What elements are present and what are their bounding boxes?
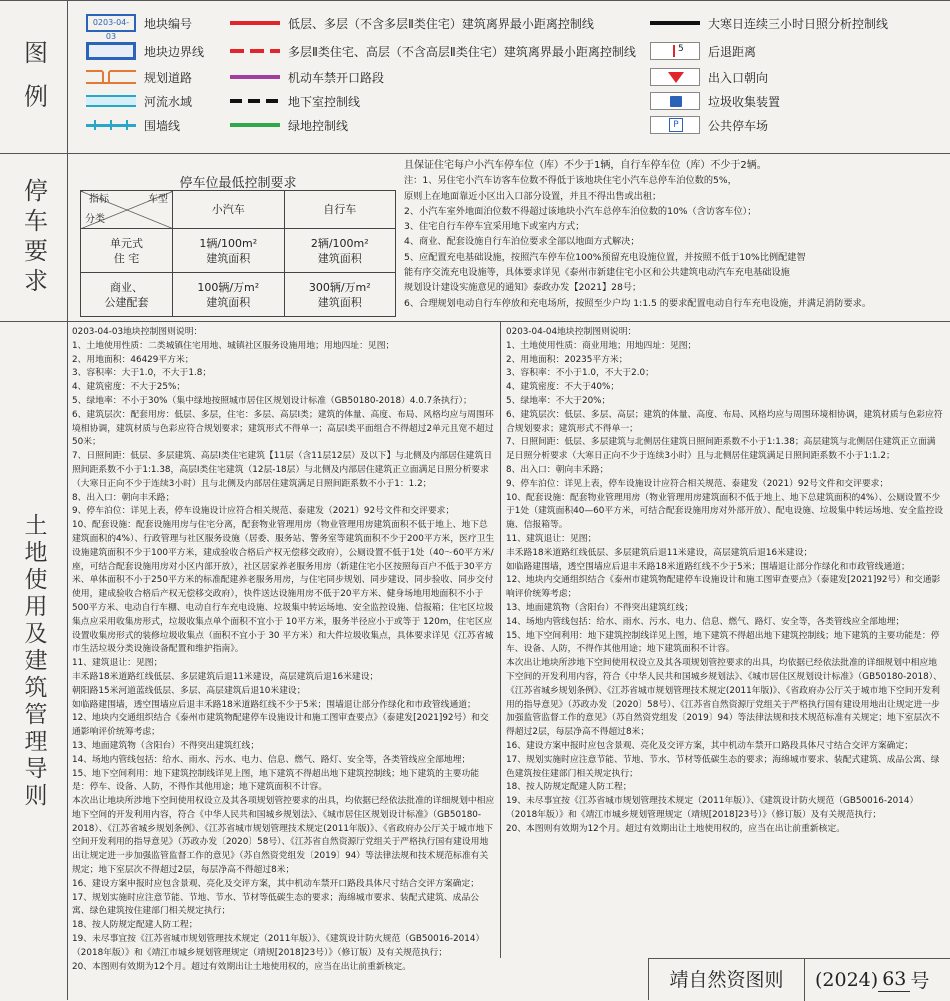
note-line: 丰禾路18米道路红线低层、多层建筑后退11米建设，高层建筑后退16米建设；: [72, 671, 379, 682]
note-line: 2、用地面积：20235平方米；: [506, 354, 628, 365]
note-line: 12、地块内交通组织结合《泰州市建筑物配建停车设施设计和施工图审查要点》（泰建发[2021]92号）和交通影响评价统筹考虑；: [72, 713, 489, 738]
note-line: 如临路建围墙，透空围墙应后退丰禾路18米道路红线不少于5米；围墙退让部分作绿化和市政管线通道；: [72, 699, 476, 710]
parking-row-residential: 单元式 住 宅: [81, 229, 173, 273]
column-divider: [500, 322, 501, 958]
stamp-suffix: 号: [910, 970, 930, 992]
parking-heading: 停车要求: [19, 177, 48, 298]
parking-side: [0, 154, 68, 321]
note-line: 朝阳路15米河道蓝线低层、多层、高层建筑后退10米建设；: [72, 685, 306, 696]
note-line: 6、建筑层次：配套用房：低层、多层，住宅：多层、高层Ⅰ类；建筑的体量、高度、布局、风格均应与周围环境相协调，建筑材质与色彩应符合规划要求；建筑形式不得单一；高层Ⅰ类平面组合不得超过2单元且宽不超过50米；: [72, 409, 494, 448]
parking-notes: 且保证住宅每户小汽车停车位（库）不少于1辆，自行车停车位（库）不少于2辆。 注：1、另住宅小汽车访客车位数不得低于该地块住宅小汽车总停车泊位数的5%， 原则上在地面靠近小区出入口部分设置，并且不得出售或出租； 2、小汽车室外地面泊位数不得超过该地块小汽车总停车泊位数的10%（含访客车位）； 3、住宅自行车停车宜采用地下或室内方式； 4、商业、配套设施自行车泊位要求全部以地面方式解决； 5、应配置充电基础设施，按照汽车停车位100%预留充电设施位置，并按照不低于10%比例配建智 能有序交流充电设施等，具体要求详见《泰州市新建住宅小区和公共建筑电动汽车充电基础设施 规划设计建设实施意见的通知》泰政办发【2021】28号； 6、合理规划电动自行车停放和充电场所，按照至少户均 1:1.5 的要求配置电动自行车充电设施，并满足消防要求。: [404, 160, 872, 309]
legend-item-river: 河流水域: [86, 91, 192, 111]
legend-item-low-setback: 低层、多层（不含多层Ⅱ类住宅）建筑离界最小距离控制线: [230, 13, 594, 33]
note-line: 1、土地使用性质：商业用地；用地四址：见图；: [506, 340, 697, 351]
stamp-year: (2024): [815, 968, 879, 991]
note-line: 0203-04-04地块控制图则说明：: [506, 327, 637, 337]
parking-p-icon: P: [650, 116, 700, 134]
note-line: 丰禾路18米道路红线低层、多层建筑后退11米建设，高层建筑后退16米建设；: [506, 547, 813, 558]
note-line: 17、规划实施时应注意节能、节地、节水、节材等低碳生态的要求；海绵城市要求、装配式建筑、成品公寓、绿色建筑按住建部门相关规定执行；: [506, 754, 940, 779]
note-line: 19、未尽事宜按《江苏省城市规划管理技术规定（2011年版）》、《建筑设计防火规范（GB50016-2014）（2018年版）》和《靖江市城乡规划管理规定（靖规[2018]23号）》（修订版）及有关规范执行；: [506, 796, 919, 820]
note-line: 16、建设方案申报时应包含景观、亮化及交评方案，其中机动车禁开口路段具体尺寸结合交评方案确定；: [506, 740, 914, 751]
note-line: 5、绿地率：不小于30%（集中绿地按照城市居住区规划设计标准（GB50180-2018）4.0.7条执行）；: [72, 395, 472, 406]
note-line: 9、停车泊位：详见上表，停车设施设计应符合相关规范、泰建发（2021）92号文件和交评要求；: [72, 506, 455, 517]
note-line: 本次出让地块所涉地下空间使用权设立及其各项规划管控要求的出具，均依据已经依法批准的详细规划中相应地下空间的开发利用内容，符合《中华人民共和国城乡规划法》、《城市居住区规划设计标准》（GB50180-2018）、《江苏省城乡规划条例》、《江苏省城市规划管理技术规定(2011年版)》、《省政府办公厅关于城市地下空间开发利用的指导意见》（苏政办发〔2020〕58号）、《江苏省自然资源厅党组关于严格执行国有建设用地出让规定进一步加强监管监督工作的意见》（苏自然资党组发〔2019〕94）等法律法规和技术规范标准有关规定；地下室层次不得超过2层，每层净高不得超过8米；: [506, 658, 942, 738]
note-line: 如临路建围墙，透空围墙应后退丰禾路18米道路红线不少于5米；围墙退让部分作绿化和市政管线通道；: [506, 561, 910, 572]
wall-line-icon: [86, 116, 136, 134]
landuse-heading: 土地使用及建筑管理导则: [20, 512, 47, 810]
legend-item-high-setback: 多层Ⅱ类住宅、高层（不含高层Ⅱ类住宅）建筑离界最小距离控制线: [230, 41, 636, 61]
parking-residential-car: 1辆/100m² 建筑面积: [173, 229, 285, 273]
note-line: 本次出让地块所涉地下空间使用权设立及其各项规划管控要求的出具，均依据已经依法批准的详细规划中相应地下空间的开发利用内容，符合《中华人民共和国城乡规划法》、《城市居住区规划设计标准》（GB50180-2018）、《江苏省城乡规划条例》、《江苏省城市规划管理技术规定(2011年版)》、《省政府办公厅关于城市地下空间开发利用的指导意见》（苏政办发〔2020〕58号）、《江苏省自然资源厅党组关于严格执行国有建设用地出让规定进一步加强监管监督工作的意见》（苏自然资党组发〔2019〕94）等法律法规和技术规范标准有关规定；地下室层次不得超过2层，每层净高不得超过8米；: [72, 796, 495, 876]
note-line: 10、配套设施：配套物业管理用房（物业管理用房建筑面积不低于地上、地下总建筑面积的4%）、公厕设置不少于1处（建筑面积40—60平方米，可结合配套设施用房对外部开放）、配电设施、垃圾集中转运场地、安全监控设施、信报箱等。: [506, 492, 944, 531]
note-line: 12、地块内交通组织结合《泰州市建筑物配建停车设施设计和施工图审查要点》（泰建发[2021]92号）和交通影响评价统筹考虑；: [506, 575, 941, 600]
parking-col-bike: 自行车: [284, 191, 396, 229]
parking-commercial-car: 100辆/万m² 建筑面积: [173, 273, 285, 317]
legend-item-setback-distance: 5 后退距离: [650, 41, 756, 61]
note-line: 14、场地内管线包括：给水、雨水、污水、电力、信息、燃气、路灯、安全等，各类管线应全部地埋；: [72, 754, 471, 765]
note-line: 10、配套设施：配套设施用房与住宅分离，配套物业管理用房（物业管理用房建筑面积不低于地上、地下总建筑面积的4%）、行政管理与社区服务设施（居委、服务站、警务室等建筑面积不少于200平方米，医疗卫生设施建筑面积不少于100平方米，建成验收合格后产权无偿移交政府），公厕设置不低于1处（40～60平方米/座，可结合配套设施用房对小区内部开放），社区居家养老服务用房（新建住宅小区按照每百户不低于30平方米、单体面积不小于250平方米的标准配建养老服务用房，与住宅同步规划、同步建设、同步验收、同步交付使用，建成验收合格后产权无偿移交政府），快件送达设施用房不低于20平方米、健身场地用地面积不小于500平方米、电动自行车棚、电动自行车充电设施、垃圾集中转运场地、安全监控设施、信报箱；住宅区垃圾集点应采用收集房形式，垃圾收集点单个面积不宜小于 10平方米，服务半径应小于或等于 120m，住宅区应设置收集房形式的装修垃圾收集点（面积不宜小于 30 平方米）和大件垃圾收集点，具体要求详见《江苏省城市生活垃圾分类设施设备配置和维护指南》。: [72, 520, 495, 655]
stamp-org: 靖自然资图则: [649, 959, 805, 1001]
note-line: 0203-04-03地块控制图则说明：: [72, 327, 203, 337]
legend-item-road: 规划道路: [86, 67, 192, 87]
low-setback-line-icon: [230, 14, 280, 32]
legend-item-entrance: 出入口朝向: [650, 67, 768, 87]
setback-distance-icon: 5: [650, 42, 700, 60]
note-line: 11、建筑退让：见图；: [506, 533, 597, 544]
note-line: 19、未尽事宜按《江苏省城市规划管理技术规定（2011年版）》、《建筑设计防火规范（GB50016-2014）（2018年版）》和《靖江市城乡规划管理规定（靖规[2018]23号）》（修订版）及有关规范执行；: [72, 934, 485, 958]
garbage-bin-icon: [650, 92, 700, 110]
note-line: 2、用地面积：46429平方米；: [72, 354, 194, 365]
landuse-side: [0, 322, 68, 1000]
parking-table-title: 停车位最低控制要求: [179, 176, 297, 191]
note-line: 8、出入口：朝向丰禾路；: [506, 464, 609, 475]
legend-item-sunlight: 大寒日连续三小时日照分析控制线: [650, 13, 888, 33]
note-line: 20、本图则有效期为12个月。超过有效期出让土地使用权的，应当在出让前重新核定。: [506, 823, 846, 834]
note-line: 7、日照间距：低层、多层建筑、高层Ⅰ类住宅建筑【11层（含11层12层）及以下】与北侧及内部居住建筑日照间距系数不小于1:1.38，高层Ⅰ类住宅建筑（12层-18层）与北侧及内部居住建筑正立面满足日照分析要求（大寒日正向不少于连续3小时）且与北侧及内部居住建筑满足日照间距系数不小于1：1.2；: [72, 451, 493, 489]
parking-commercial-bike: 300辆/万m² 建筑面积: [284, 273, 396, 317]
document-number-stamp: [648, 958, 950, 1000]
parking-row-commercial: 商业、 公建配套: [81, 273, 173, 317]
note-line: 13、地面建筑物（含阳台）不得突出建筑红线；: [72, 740, 260, 751]
basement-line-icon: [230, 92, 280, 110]
legend-item-green: 绿地控制线: [230, 115, 348, 135]
note-line: 20、本图则有效期为12个月。超过有效期出让土地使用权的，应当在出让前重新核定。: [72, 961, 412, 972]
legend-item-garbage: 垃圾收集装置: [650, 91, 780, 111]
note-line: 13、地面建筑物（含阳台）不得突出建筑红线；: [506, 602, 694, 613]
parking-section: [0, 154, 950, 322]
legend-item-parking: P 公共停车场: [650, 115, 768, 135]
note-line: 5、绿地率：不大于20%；: [506, 395, 611, 406]
no-opening-line-icon: [230, 68, 280, 86]
left-plot-notes: [72, 326, 496, 974]
sunlight-line-icon: [650, 14, 700, 32]
entrance-arrow-icon: [650, 68, 700, 86]
stamp-number: 63: [878, 967, 910, 992]
note-line: 6、建筑层次：低层、多层、高层；建筑的体量、高度、布局、风格均应与周围环境相协调，建筑材质与色彩应符合规划要求；建筑形式不得单一；: [506, 409, 943, 434]
legend-side: [0, 1, 68, 153]
note-line: 4、建筑密度：不大于40%；: [506, 382, 620, 393]
legend-item-basement: 地下室控制线: [230, 91, 360, 111]
legend-section: [0, 0, 950, 154]
note-line: 7、日照间距：低层、多层建筑与北侧居住建筑日照间距系数不小于1:1.38；高层建筑与北侧居住建筑正立面满足日照分析要求（大寒日正向不少于连续3小时）且与北侧居住建筑满足日照间距系数不小于1:1.2；: [506, 437, 936, 462]
note-line: 3、容积率：不小于1.0，不大于2.0；: [506, 368, 654, 379]
river-icon: [86, 95, 136, 107]
note-line: 9、停车泊位：详见上表，停车设施设计应符合相关规范、泰建发（2021）92号文件和交评要求；: [506, 478, 889, 489]
green-line-icon: [230, 116, 280, 134]
parking-table: [80, 190, 396, 317]
legend-item-no-opening: 机动车禁开口路段: [230, 67, 384, 87]
note-line: 15、地下空间利用：地下建筑控制线详见上图，地下建筑不得超出地下建筑控制线；地下建筑的主要功能是：停车、设备、人防，不得作其他用途；地下建筑面积不计容。: [72, 768, 480, 793]
parking-col-car: 小汽车: [173, 191, 285, 229]
note-line: 8、出入口：朝向丰禾路；: [72, 492, 175, 503]
parking-residential-bike: 2辆/100m² 建筑面积: [284, 229, 396, 273]
legend-heading: 图 例: [19, 40, 48, 114]
legend-item-plot-code: 0203-04-03 地块编号: [86, 13, 192, 33]
plot-code-icon: 0203-04-03: [86, 14, 136, 32]
legend-item-plot-boundary: 地块边界线: [86, 41, 204, 61]
note-line: 14、场地内管线包括：给水、雨水、污水、电力、信息、燃气、路灯、安全等，各类管线应全部地埋；: [506, 616, 905, 627]
note-line: 15、地下空间利用：地下建筑控制线详见上图，地下建筑不得超出地下建筑控制线；地下建筑的主要功能是：停车、设备、人防，不得作其他用途；地下建筑面积不计容。: [506, 630, 940, 655]
note-line: 18、按人防规定配建人防工程；: [506, 782, 632, 793]
plot-boundary-icon: [86, 42, 136, 60]
road-icon: [86, 70, 136, 84]
landuse-section: [0, 322, 950, 1000]
note-line: 16、建设方案申报时应包含景观、亮化及交评方案，其中机动车禁开口路段具体尺寸结合交评方案确定；: [72, 878, 480, 889]
parking-corner-cell: 指标 车型 分类: [81, 191, 173, 229]
legend-item-wall: 围墙线: [86, 115, 180, 135]
note-line: 4、建筑密度：不大于25%；: [72, 382, 186, 393]
note-line: 1、土地使用性质：二类城镇住宅用地、城镇社区服务设施用地；用地四址：见图；: [72, 340, 395, 351]
right-plot-notes: [506, 326, 944, 836]
high-setback-line-icon: [230, 42, 280, 60]
note-line: 3、容积率：大于1.0，不大于1.8；: [72, 368, 212, 379]
note-line: 17、规划实施时应注意节能、节地、节水、节材等低碳生态的要求；海绵城市要求、装配式建筑、成品公寓、绿色建筑按住建部门相关规定执行；: [72, 892, 480, 917]
note-line: 18、按人防规定配建人防工程；: [72, 920, 198, 931]
note-line: 11、建筑退让：见图；: [72, 658, 163, 669]
